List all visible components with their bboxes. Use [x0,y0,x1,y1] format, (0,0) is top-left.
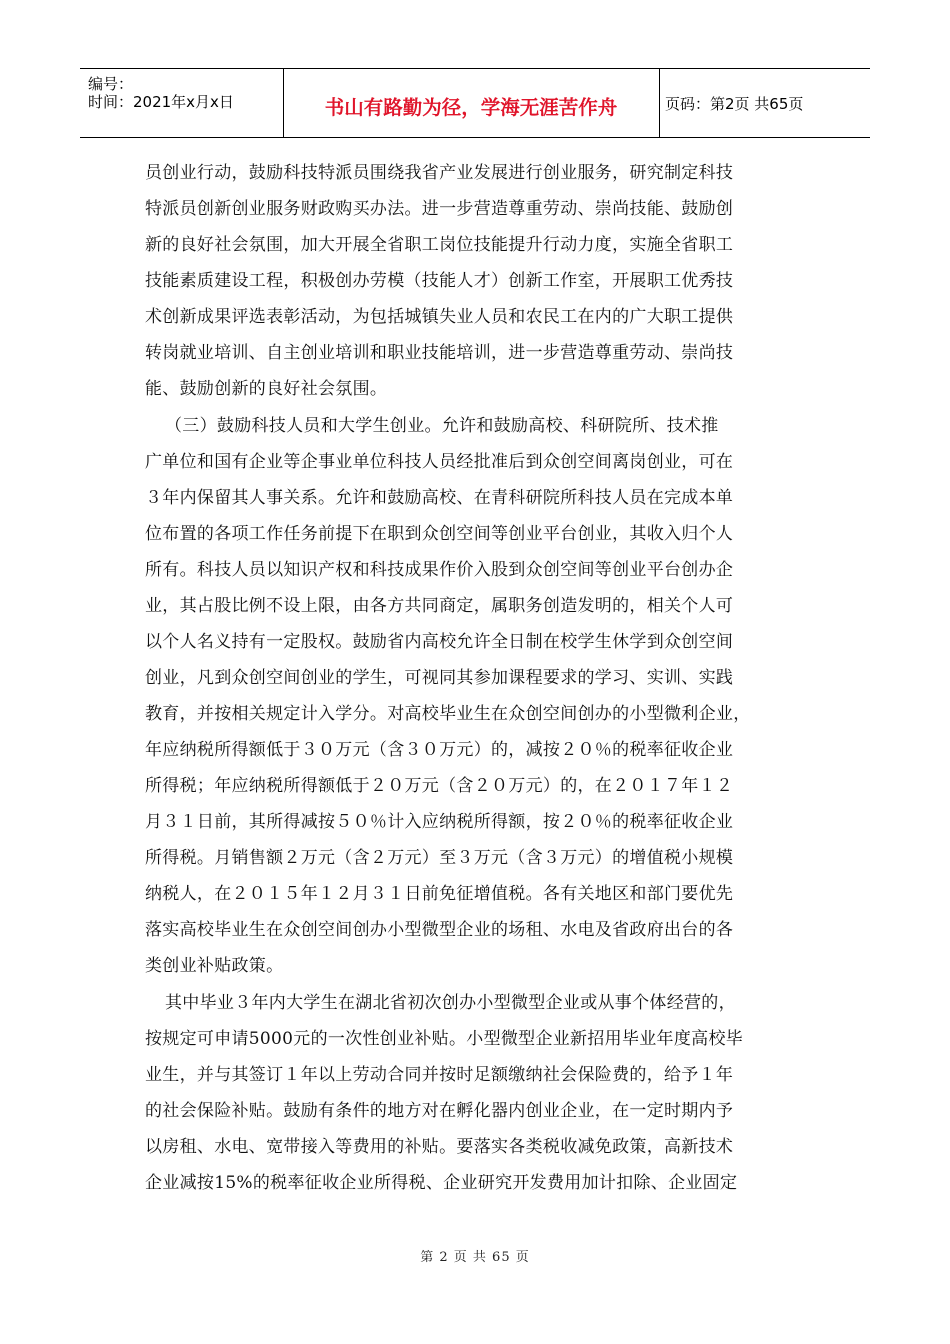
paragraph [145,408,820,984]
document-body [145,155,820,1202]
text-line: 业生，并与其签订１年以上劳动合同并按时足额缴纳社会保险费的，给予１年 [145,1065,734,1085]
text-line: 能、鼓励创新的良好社会氛围。 [145,379,388,399]
header-page-info: 页码：第2页 共65页 [665,95,804,113]
header-motto: 书山有路勤为径，学海无涯苦作舟 [324,96,618,119]
text-line: 按规定可申请5000元的一次性创业补贴。小型微型企业新招用毕业年度高校毕 [145,1029,744,1049]
text-line: 的社会保险补贴。鼓励有条件的地方对在孵化器内创业企业，在一定时期内予 [145,1101,734,1121]
text-line: 类创业补贴政策。 [145,956,284,976]
text-line: 术创新成果评选表彰活动，为包括城镇失业人员和农民工在内的广大职工提供 [145,307,734,327]
text-line: 位布置的各项工作任务前提下在职到众创空间等创业平台创业，其收入归个人 [145,524,734,544]
text-line: 业，其占股比例不设上限，由各方共同商定，属职务创造发明的，相关个人可 [145,596,734,616]
text-line: 纳税人，在２０１５年１２月３１日前免征增值税。各有关地区和部门要优先 [145,884,734,904]
doc-number-label: 编号： [88,75,134,93]
text-line: 月３１日前，其所得减按５０％计入应纳税所得额，按２０％的税率征收企业 [145,812,734,832]
text-line: 技能素质建设工程，积极创办劳模（技能人才）创新工作室，开展职工优秀技 [145,271,734,291]
paragraph [145,155,820,407]
text-line: 新的良好社会氛围，加大开展全省职工岗位技能提升行动力度，实施全省职工 [145,235,734,255]
text-line: 落实高校毕业生在众创空间创办小型微型企业的场租、水电及省政府出台的各 [145,920,734,940]
text-line: 其中毕业３年内大学生在湖北省初次创办小型微型企业或从事个体经营的， [165,993,736,1013]
text-line: 以房租、水电、宽带接入等费用的补贴。要落实各类税收减免政策，高新技术 [145,1137,734,1157]
text-line: 教育，并按相关规定计入学分。对高校毕业生在众创空间创办的小型微利企业， [145,704,751,724]
page-footer: 第 2 页 共 65 页 [420,1250,530,1265]
text-line: 员创业行动，鼓励科技特派员围绕我省产业发展进行创业服务，研究制定科技 [145,163,734,183]
header-left-cell [80,69,284,137]
text-line: 所得税；年应纳税所得额低于２０万元（含２０万元）的，在２０１７年１２ [145,776,734,796]
text-line: 特派员创新创业服务财政购买办法。进一步营造尊重劳动、崇尚技能、鼓励创 [145,199,734,219]
text-line: 所得税。月销售额２万元（含２万元）至３万元（含３万元）的增值税小规模 [145,848,734,868]
text-line: 所有。科技人员以知识产权和科技成果作价入股到众创空间等创业平台创办企 [145,560,734,580]
text-line: ３年内保留其人事关系。允许和鼓励高校、在青科研院所科技人员在完成本单 [145,488,734,508]
text-line: 创业，凡到众创空间创业的学生，可视同其参加课程要求的学习、实训、实践 [145,668,734,688]
text-line: 企业减按15%的税率征收企业所得税、企业研究开发费用加计扣除、企业固定 [145,1173,738,1193]
text-line: 广单位和国有企业等企事业单位科技人员经批准后到众创空间离岗创业，可在 [145,452,734,472]
paragraph [145,985,820,1201]
text-line: （三）鼓励科技人员和大学生创业。允许和鼓励高校、科研院所、技术推 [165,416,719,436]
header-page-cell [659,69,870,137]
doc-date-label: 时间：2021年x月x日 [88,93,234,111]
text-line: 以个人名义持有一定股权。鼓励省内高校允许全日制在校学生休学到众创空间 [145,632,734,652]
text-line: 转岗就业培训、自主创业培训和职业技能培训，进一步营造尊重劳动、崇尚技 [145,343,734,363]
text-line: 年应纳税所得额低于３０万元（含３０万元）的，减按２０％的税率征收企业 [145,740,734,760]
header-motto-cell [283,69,660,137]
page-header [80,68,870,138]
